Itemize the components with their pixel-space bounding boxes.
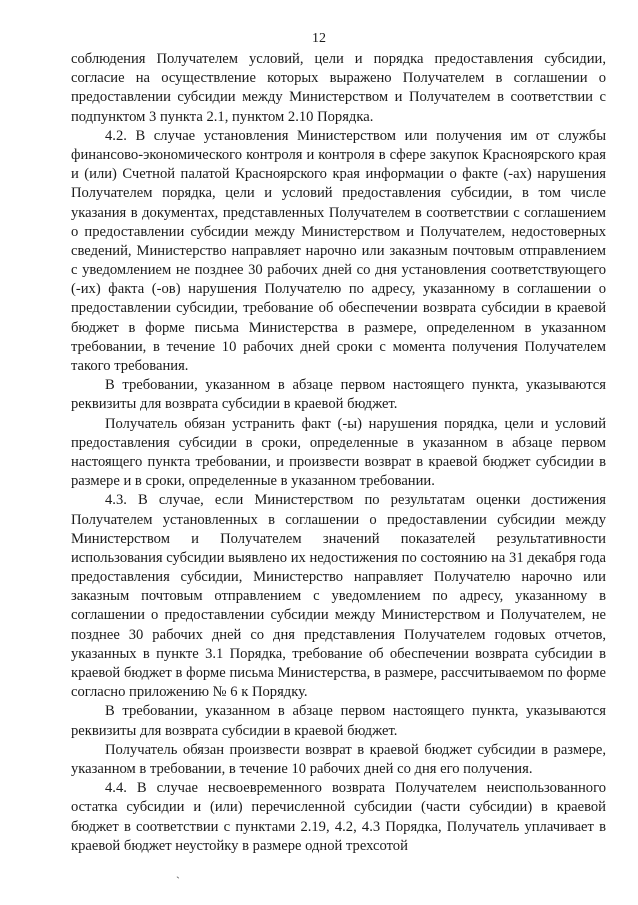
paragraph-continuation: соблюдения Получателем условий, цели и порядка предоставления субсидии, согласие на осуществление которых выражено Получателем в соглашении о предоставлении субсидии между Министерством и Получателем в соответствии с подпунктом 3 пункта 2.1, пунктом 2.10 Порядка. — [71, 51, 606, 125]
paragraph-4-2-obligation: Получатель обязан устранить факт (-ы) нарушения порядка, цели и условий предоставления субсидии в сроки, определенные в указанном в абзаце первом настоящего пункта требовании, и произвести возврат в краевой бюджет субсидии в размере и в сроки, определенные в указанном требовании. — [71, 415, 606, 490]
paragraph-4-4: 4.4. В случае несвоевременного возврата Получателем неиспользованного остатка субсидии и (или) перечисленной субсидии (части субсидии) в краевой бюджет в соответствии с пунктами 2.19, 4.2, 4.3 Порядка, Получатель уплачивает в краевой бюджет неустойку в размере одной трехсотой — [71, 780, 606, 854]
scan-speck-mark: ˏ — [176, 865, 180, 879]
page-number: 12 — [312, 31, 326, 46]
paragraph-4-3-obligation: Получатель обязан произвести возврат в краевой бюджет субсидии в размере, указанном в требовании, в течение 10 рабочих дней со дня его получения. — [71, 741, 606, 777]
paragraph-4-2-requisites: В требовании, указанном в абзаце первом настоящего пункта, указываются реквизиты для возврата субсидии в краевой бюджет. — [71, 377, 606, 413]
paragraph-4-3: 4.3. В случае, если Министерством по результатам оценки достижения Получателем установленных в соглашении о предоставлении субсидии между Министерством и Получателем значений показателей результативности использования субсидии выявлено их недостижения по состоянию на 31 декабря года предоставления субсидии, Министерство направляет Получателю нарочно или заказным почтовым отправлением с уведомлением по адресу, указанному в соглашении о предоставлении субсидии между Министерством и Получателем, не позднее 30 рабочих дней со дня представления Получателем годовых отчетов, указанных в пункте 3.1 Порядка, требование об обеспечении возврата субсидии в краевой бюджет в форме письма Министерства, в размере, рассчитываемом по форме согласно приложению № 6 к Порядку. — [71, 492, 607, 701]
document-body — [71, 50, 606, 856]
paragraph-4-3-requisites: В требовании, указанном в абзаце первом настоящего пункта, указываются реквизиты для возврата субсидии в краевой бюджет. — [71, 703, 606, 739]
paragraph-4-2: 4.2. В случае установления Министерством или получения им от службы финансово-экономического контроля и контроля в сфере закупок Красноярского края и (или) Счетной палатой Красноярского края информации о факте (-ах) нарушения Получателем порядка, цели и условий предоставления субсидии, в том числе указания в документах, представленных Получателем в соответствии с соглашением о предоставлении субсидии между Министерством и Получателем, недостоверных сведений, Министерство направляет нарочно или заказным почтовым отправлением с уведомлением не позднее 30 рабочих дней со дня установления соответствующего (-их) факта (-ов) нарушения Получателю по адресу, указанному в соглашении о предоставлении субсидии, требование об обеспечении возврата субсидии в краевой бюджет в форме письма Министерства в размере, определенном в указанном требовании, в течение 10 рабочих дней сроки с момента получения Получателем такого требования. — [71, 127, 606, 374]
